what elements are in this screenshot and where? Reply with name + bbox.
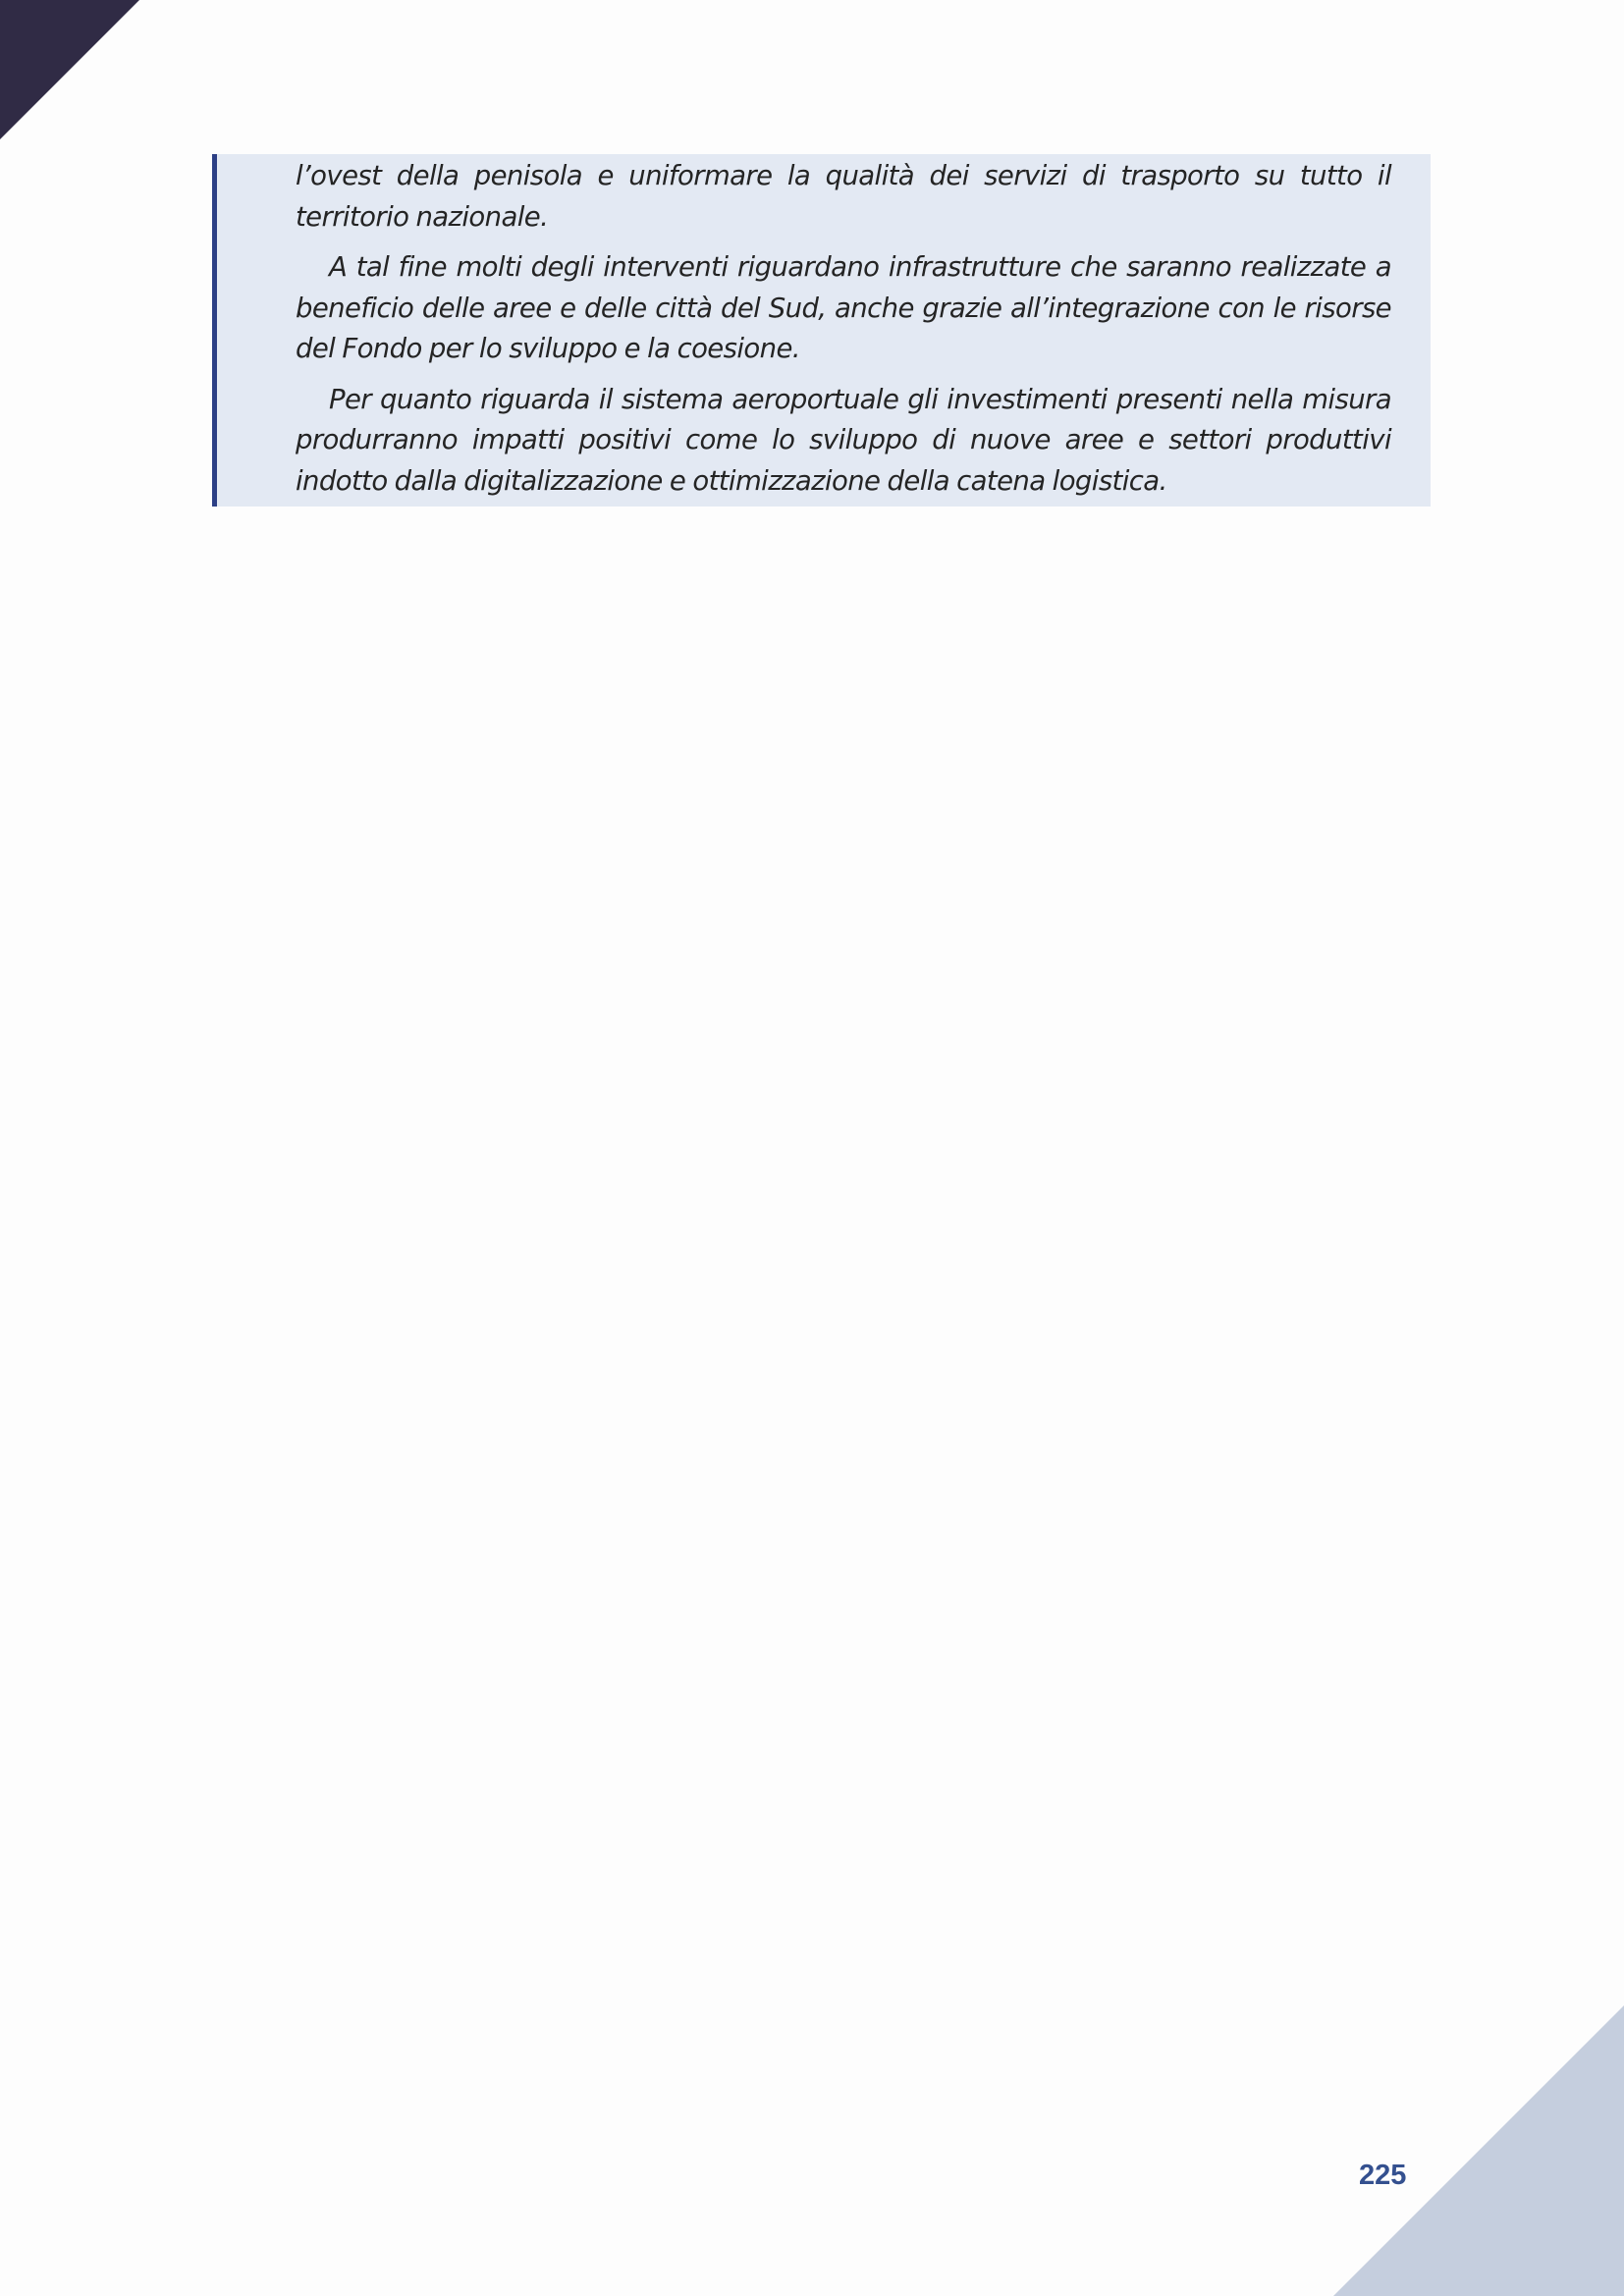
callout-paragraph-continued: l’ovest della penisola e uniformare la qualità dei servizi di trasporto su tutto il territorio nazionale. (296, 160, 1391, 233)
callout-paragraph: Per quanto riguarda il sistema aeroportuale gli investimenti presenti nella misura produrranno impatti positivi come lo sviluppo di nuove aree e settori produttivi indotto dalla digitalizzazione e ottimizzazione della catena logistica. (296, 383, 1391, 497)
callout-box (212, 154, 1431, 507)
corner-decoration-top-left (0, 0, 139, 139)
corner-decoration-bottom-right (1333, 2005, 1624, 2296)
page-number: 225 (1359, 2160, 1407, 2191)
callout-paragraph: A tal fine molti degli interventi riguardano infrastrutture che saranno realizzate a beneficio delle aree e delle città del Sud, anche grazie all’integrazione con le risorse del Fondo per lo sviluppo e la coesione. (296, 251, 1391, 364)
